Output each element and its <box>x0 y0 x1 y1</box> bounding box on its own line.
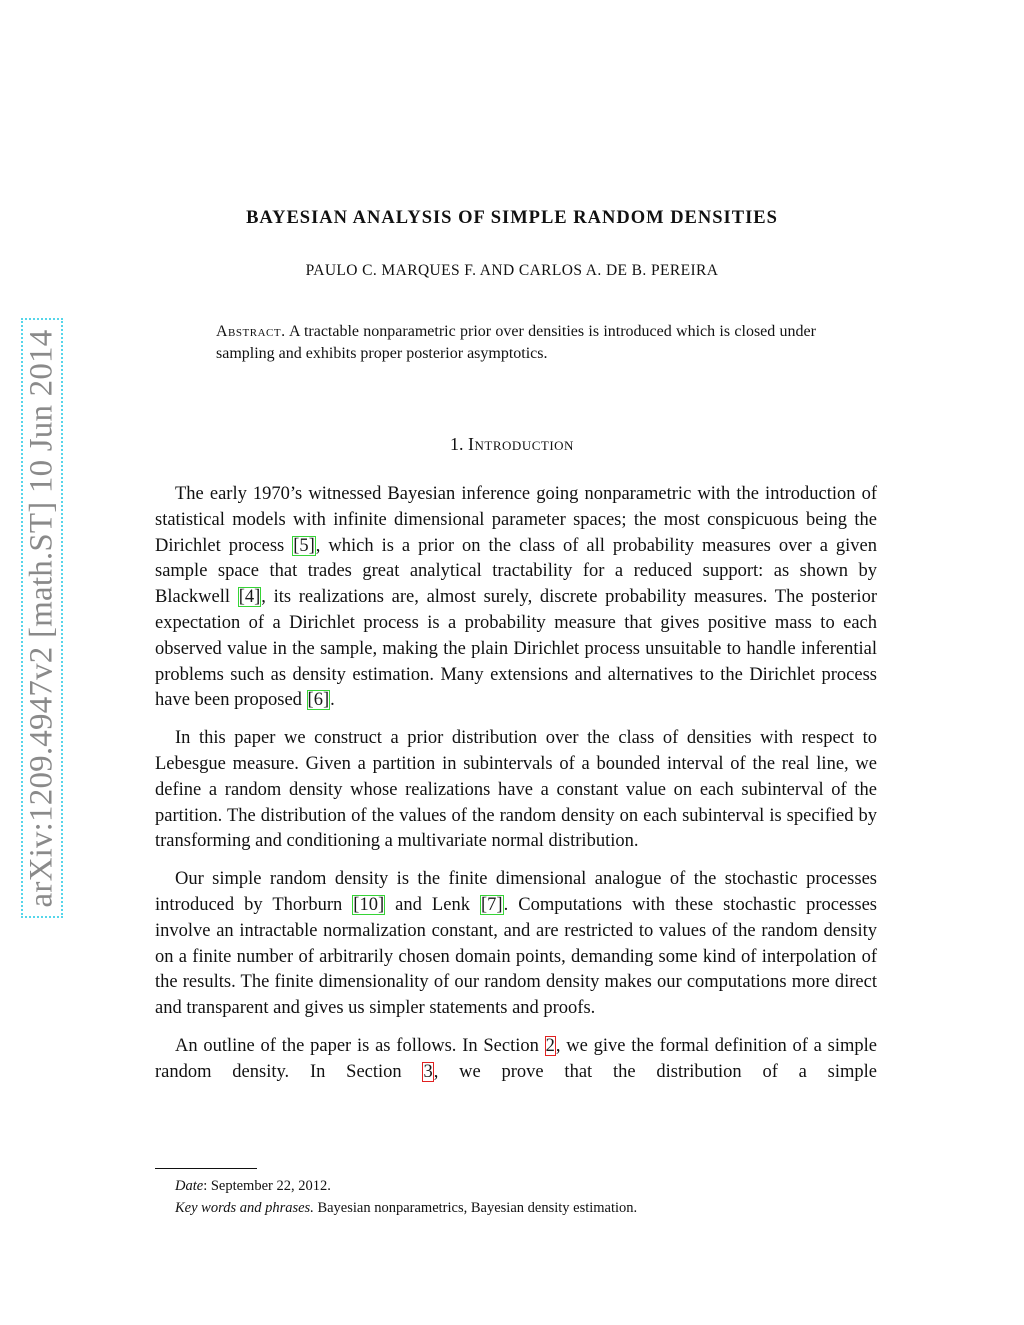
paragraph-text: The early 1970’s witnessed Bayesian inference going nonparametric with the introduction of statistical models with infinite dimensional parameter spaces; the most conspicuous being the Dirichlet process <box>155 484 877 556</box>
section-link-2[interactable]: 2 <box>545 1035 555 1056</box>
keywords-value: Bayesian nonparametrics, Bayesian density estimation. <box>313 1200 638 1216</box>
footnote-date <box>155 1175 877 1197</box>
section-title: Introduction <box>468 434 574 454</box>
abstract-text: A tractable nonparametric prior over densities is introduced which is closed under sampling and exhibits proper posterior asymptotics. <box>216 323 816 362</box>
section-heading <box>0 434 1024 455</box>
paragraph-text: . <box>330 690 335 711</box>
paragraph-text: . Computations with these stochastic processes involve an intractable normalization constant, and are restricted to values of the random density on a finite number of arbitrarily chosen domain points, demanding some kind of interpolation of the results. The finite dimensionality of our random density makes our computations more direct and transparent and gives us simpler statements and proofs. <box>155 894 877 1019</box>
footnote-rule <box>155 1168 257 1169</box>
date-value: : September 22, 2012. <box>203 1178 331 1194</box>
paragraph-text: , we prove that the distribution of a simple <box>433 1061 878 1082</box>
citation-link-10[interactable]: [10] <box>353 894 385 915</box>
paragraph-text: , we give the formal definition of a simple random density. In Section <box>155 1035 877 1082</box>
arxiv-stamp <box>21 318 63 918</box>
paragraph-4 <box>155 1034 877 1086</box>
paragraph-text: , its realizations are, almost surely, discrete probability measures. The posterior expectation of a Dirichlet process is a probability measure that gives positive mass to each observed value in the sample, making the plain Dirichlet process unsuitable to handle inferential problems such as density estimation. Many extensions and alternatives to the Dirichlet process have been proposed <box>155 587 877 711</box>
citation-link-4[interactable]: [4] <box>238 587 261 608</box>
footnotes <box>155 1175 877 1219</box>
section-number: 1. <box>450 434 464 454</box>
body-text <box>155 482 877 1086</box>
section-link-3[interactable]: 3 <box>423 1061 433 1082</box>
abstract <box>216 321 816 365</box>
paragraph-text: and Lenk <box>385 894 480 915</box>
paragraph-text: Our simple random density is the finite dimensional analogue of the stochastic processes introduced by Thorburn <box>155 869 877 915</box>
paragraph-2: In this paper we construct a prior distribution over the class of densities with respect to Lebesgue measure. Given a partition in subintervals of a bounded interval of the real line, we define a random density whose realizations have a constant value on each subinterval of the partition. The distribution of the values of the random density on each subinterval is specified by transforming and conditioning a multivariate normal distribution. <box>155 728 877 852</box>
abstract-label: Abstract. <box>216 323 286 340</box>
paragraph-text: , which is a prior on the class of all probability measures over a given sample space that trades great analytical tractability for a reduced support: as shown by Blackwell <box>155 535 877 608</box>
paragraph-3 <box>155 867 877 1022</box>
citation-link-6[interactable]: [6] <box>307 690 330 711</box>
paper-title: BAYESIAN ANALYSIS OF SIMPLE RANDOM DENSITIES <box>246 208 778 228</box>
date-label: Date <box>175 1178 204 1194</box>
arxiv-identifier: arXiv:1209.4947v2 [math.ST] 10 Jun 2014 <box>23 329 60 907</box>
citation-link-7[interactable]: [7] <box>481 894 503 915</box>
paragraph-1 <box>155 482 877 714</box>
citation-link-5[interactable]: [5] <box>293 535 315 556</box>
keywords-label: Key words and phrases. <box>175 1200 314 1216</box>
footnote-keywords <box>155 1197 877 1219</box>
paragraph-text: An outline of the paper is as follows. In Section <box>175 1035 545 1056</box>
paper-authors: PAULO C. MARQUES F. AND CARLOS A. DE B. PEREIRA <box>305 262 719 279</box>
